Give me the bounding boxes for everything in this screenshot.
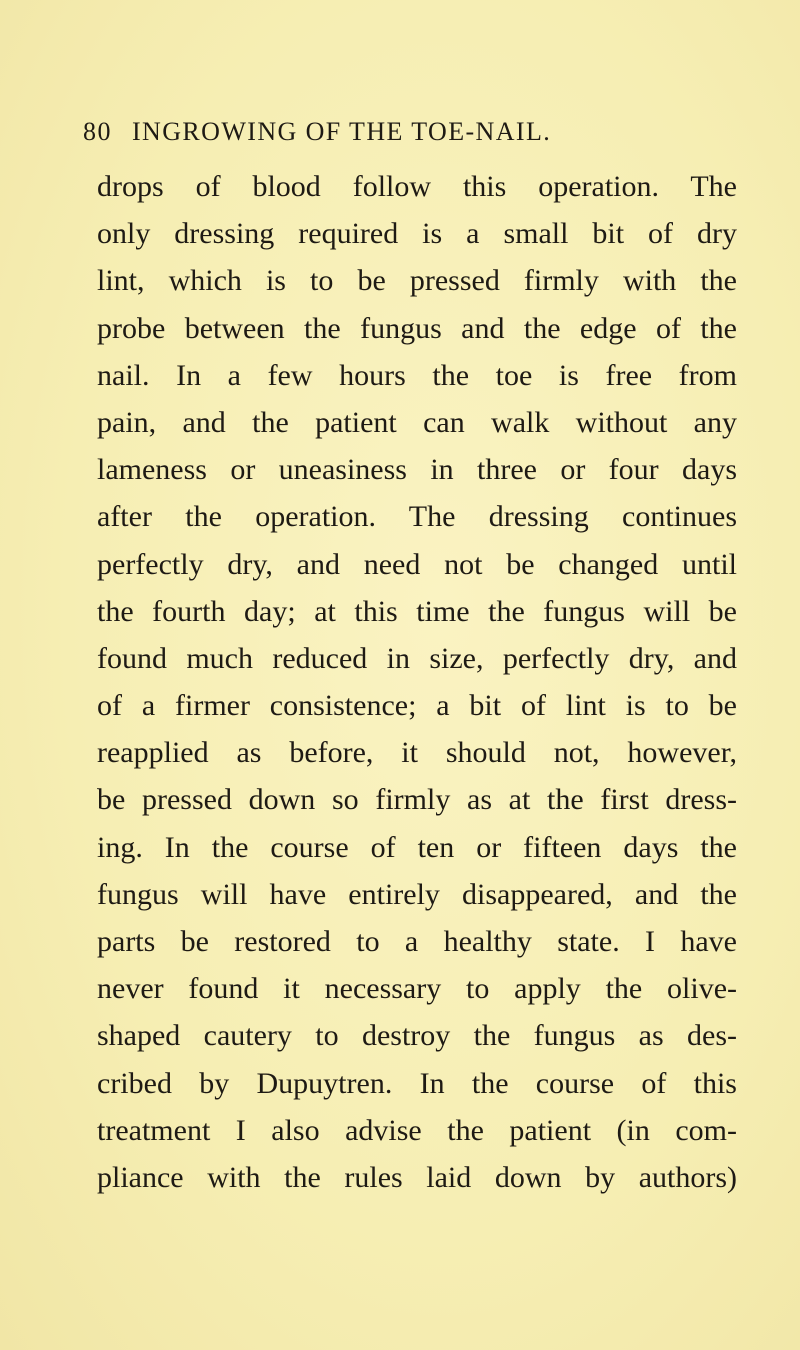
text-line: after the operation. The dressing continues	[97, 500, 737, 534]
text-line: pain, and the patient can walk without any	[97, 405, 737, 439]
text-line: lint, which is to be pressed firmly with the	[97, 264, 737, 298]
text-line: pliance with the rules laid down by authors)	[97, 1160, 737, 1194]
text-line: perfectly dry, and need not be changed until	[97, 547, 737, 581]
text-line: of a firmer consistence; a bit of lint is to be	[97, 689, 737, 723]
running-title: INGROWING OF THE TOE-NAIL.	[132, 117, 552, 146]
text-line: only dressing required is a small bit of dry	[97, 217, 737, 251]
text-line: drops of blood follow this operation. The	[97, 170, 737, 203]
text-line: lameness or uneasiness in three or four days	[97, 453, 737, 487]
text-line: fungus will have entirely disappeared, and the	[97, 877, 737, 911]
text-line: found much reduced in size, perfectly dry, and	[97, 641, 737, 675]
text-line: never found it necessary to apply the olive-	[97, 972, 737, 1006]
text-line: cribed by Dupuytren. In the course of this	[97, 1066, 737, 1100]
text-line: shaped cautery to destroy the fungus as des-	[97, 1019, 737, 1053]
page-number: 80	[83, 117, 112, 146]
text-line: probe between the fungus and the edge of the	[97, 311, 737, 345]
text-line: parts be restored to a healthy state. I have	[97, 925, 737, 958]
body-text	[97, 163, 737, 1201]
text-line: reapplied as before, it should not, however,	[97, 736, 737, 770]
text-line: the fourth day; at this time the fungus will be	[97, 594, 737, 628]
text-line: treatment I also advise the patient (in com-	[97, 1113, 737, 1147]
text-line: nail. In a few hours the toe is free from	[97, 358, 737, 392]
text-line: ing. In the course of ten or fifteen days the	[97, 830, 737, 864]
running-head	[83, 117, 683, 151]
text-line: be pressed down so firmly as at the first dress-	[97, 783, 737, 817]
